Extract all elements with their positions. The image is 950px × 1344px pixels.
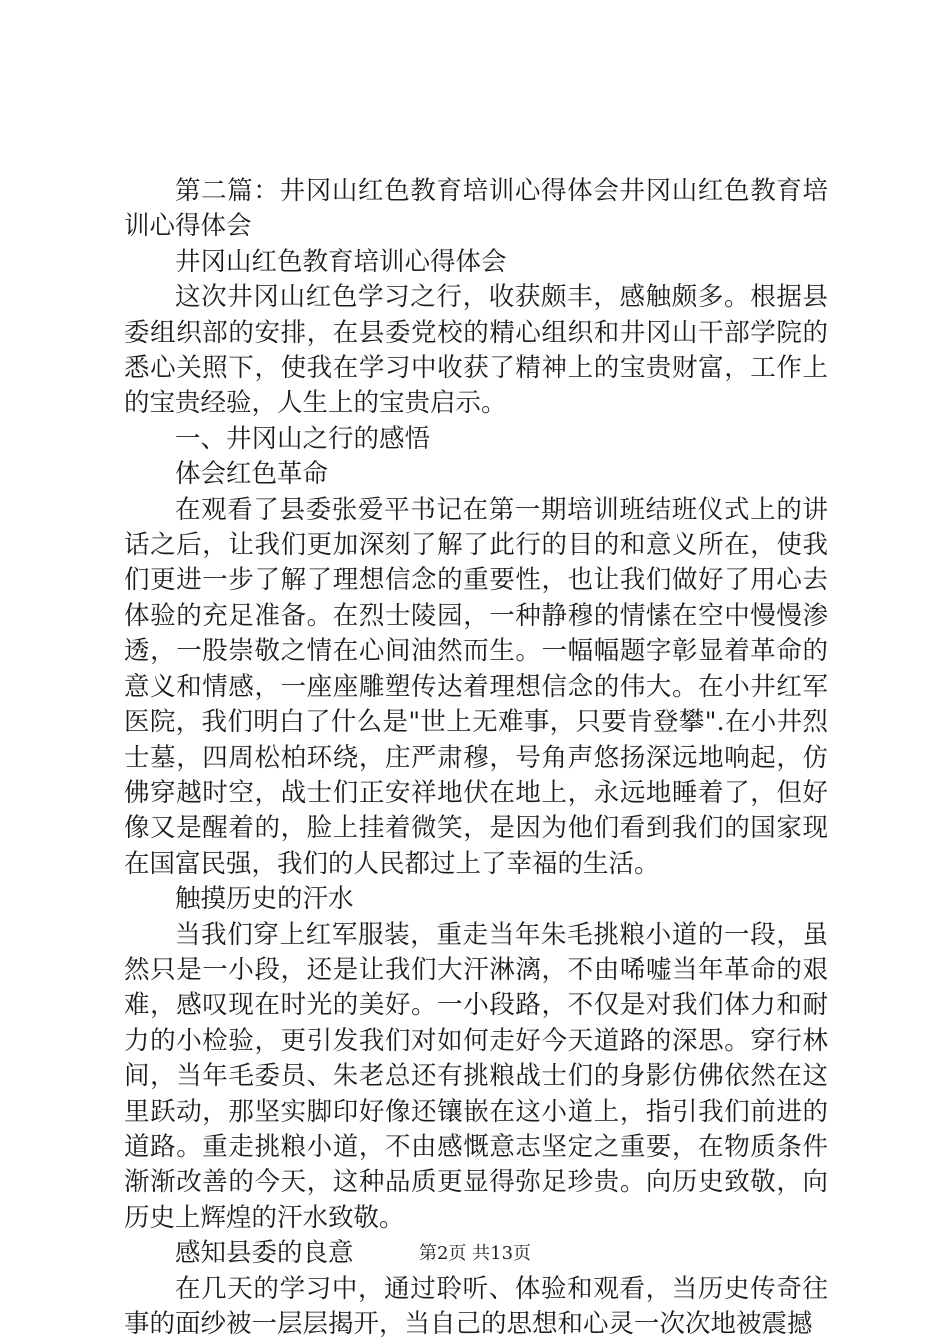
body-paragraph: 这次井冈山红色学习之行，收获颇丰，感触颇多。根据县委组织部的安排，在县委党校的精心组织和井冈山干部学院的悉心关照下，使我在学习中收获了精神上的宝贵财富，工作上的宝贵经验，人生上的宝贵启示。 — [124, 282, 828, 419]
body-paragraph: 在几天的学习中，通过聆听、体验和观看，当历史传奇往事的面纱被一层层揭开，当自己的思想和心灵一次次地被震撼 — [124, 1273, 828, 1339]
sub-heading: 感知县委的良意 — [175, 1238, 354, 1269]
article-title: 井冈山红色教育培训心得体会 — [175, 246, 507, 277]
body-paragraph: 在观看了县委张爱平书记在第一期培训班结班仪式上的讲话之后，让我们更加深刻了解了此行的目的和意义所在，使我们更进一步了解了理想信念的重要性，也让我们做好了用心去体验的充足准备。在烈士陵园，一种静穆的情愫在空中慢慢渗透，一股崇敬之情在心间油然而生。一幅幅题字彰显着革命的意义和情感，一座座雕塑传达着理想信念的伟大。在小井红军医院，我们明白了什么是"世上无难事，只要肯登攀".在小井烈士墓，四周松柏环绕，庄严肃穆，号角声悠扬深远地响起，仿佛穿越时空，战士们正安祥地伏在地上，永远地睡着了，但好像又是醒着的，脸上挂着微笑，是因为他们看到我们的国家现在国富民强，我们的人民都过上了幸福的生活。 — [124, 494, 828, 879]
section-heading: 一、井冈山之行的感悟 — [175, 423, 431, 454]
body-paragraph: 当我们穿上红军服装，重走当年朱毛挑粮小道的一段，虽然只是一小段，还是让我们大汗淋漓，不由唏嘘当年革命的艰难，感叹现在时光的美好。一小段路，不仅是对我们体力和耐力的小检验，更引发我们对如何走好今天道路的深思。穿行林间，当年毛委员、朱老总还有挑粮战士们的身影仿佛依然在这里跃动，那坚实脚印好像还镶嵌在这小道上，指引我们前进的道路。重走挑粮小道，不由感慨意志坚定之重要，在物质条件渐渐改善的今天，这种品质更显得弥足珍贵。向历史致敬，向历史上辉煌的汗水致敬。 — [124, 919, 828, 1233]
sub-heading: 体会红色革命 — [175, 459, 329, 490]
sub-heading: 触摸历史的汗水 — [175, 884, 354, 915]
section-title: 第二篇：井冈山红色教育培训心得体会井冈山红色教育培训心得体会 — [124, 176, 828, 242]
document-body — [124, 174, 828, 1342]
page-number-footer: 第2页 共13页 — [418, 1243, 532, 1264]
